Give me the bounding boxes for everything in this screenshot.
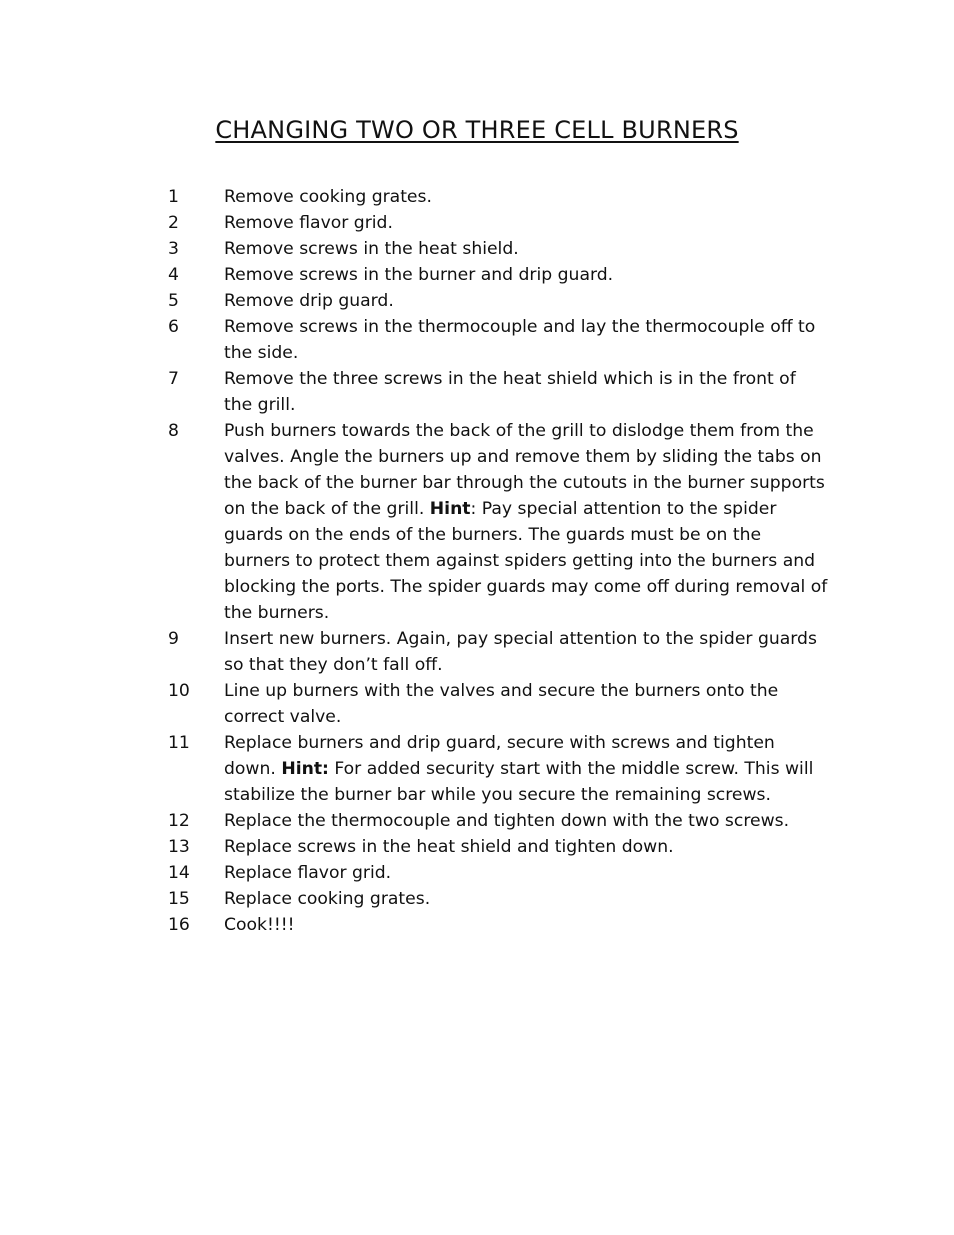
step-text-after-hint: For added security start with the middle screw. This will stabilize the burner bar while you secure the remaining screws. <box>224 759 814 805</box>
step-text: Remove the three screws in the heat shield which is in the front of the grill. <box>224 369 796 415</box>
step-number: 7 <box>168 369 179 389</box>
step-number: 9 <box>168 629 179 649</box>
step-text-before-hint: Push burners towards the back of the grill to dislodge them from the valves. Angle the burners up and remove them by sliding the tabs on the back of the burner bar through the cutouts in the burner supports on the back of the grill. <box>224 421 825 519</box>
step-text: Remove cooking grates. <box>224 187 432 207</box>
step-text: Replace screws in the heat shield and tighten down. <box>224 837 674 857</box>
step-item <box>168 626 828 678</box>
step-text: Line up burners with the valves and secure the burners onto the correct valve. <box>224 681 779 727</box>
step-text: Replace flavor grid. <box>224 863 392 883</box>
step-item <box>168 730 828 808</box>
step-item <box>168 236 828 262</box>
step-item <box>168 418 828 626</box>
step-item <box>168 314 828 366</box>
step-number: 10 <box>168 681 190 701</box>
step-text: Remove screws in the thermocouple and lay the thermocouple off to the side. <box>224 317 816 363</box>
step-item <box>168 860 828 886</box>
step-text <box>224 418 828 626</box>
step-number: 13 <box>168 837 190 857</box>
step-number: 8 <box>168 421 179 441</box>
step-number: 4 <box>168 265 179 285</box>
step-item <box>168 184 828 210</box>
step-text-before-hint: Replace burners and drip guard, secure with screws and tighten down. <box>224 733 775 779</box>
step-item <box>168 912 828 938</box>
step-item <box>168 834 828 860</box>
step-number: 1 <box>168 187 179 207</box>
step-number: 15 <box>168 889 190 909</box>
hint-label: Hint: <box>281 759 329 779</box>
step-text: Replace the thermocouple and tighten down with the two screws. <box>224 811 790 831</box>
document-title-text: CHANGING TWO OR THREE CELL BURNERS <box>215 116 739 144</box>
step-number: 12 <box>168 811 190 831</box>
step-item <box>168 886 828 912</box>
step-number: 16 <box>168 915 190 935</box>
step-number: 2 <box>168 213 179 233</box>
step-text: Remove screws in the heat shield. <box>224 239 519 259</box>
step-number: 3 <box>168 239 179 259</box>
step-text: Remove screws in the burner and drip guard. <box>224 265 614 285</box>
step-text-after-hint: : Pay special attention to the spider guards on the ends of the burners. The guards must be on the burners to protect them against spiders getting into the burners and blocking the ports. The spider guards may come off during removal of the burners. <box>224 499 828 623</box>
step-item <box>168 808 828 834</box>
step-text: Remove drip guard. <box>224 291 394 311</box>
document-title <box>0 114 954 146</box>
step-number: 14 <box>168 863 190 883</box>
step-text: Insert new burners. Again, pay special attention to the spider guards so that they don’t fall off. <box>224 629 817 675</box>
step-number: 11 <box>168 733 190 753</box>
step-list <box>168 184 828 938</box>
step-text <box>224 730 828 808</box>
step-text: Cook!!!! <box>224 915 295 935</box>
step-item <box>168 210 828 236</box>
step-item <box>168 288 828 314</box>
step-number: 6 <box>168 317 179 337</box>
step-item <box>168 366 828 418</box>
step-text: Replace cooking grates. <box>224 889 431 909</box>
step-item <box>168 262 828 288</box>
step-number: 5 <box>168 291 179 311</box>
step-item <box>168 678 828 730</box>
step-text: Remove flavor grid. <box>224 213 393 233</box>
hint-label: Hint <box>429 499 471 519</box>
